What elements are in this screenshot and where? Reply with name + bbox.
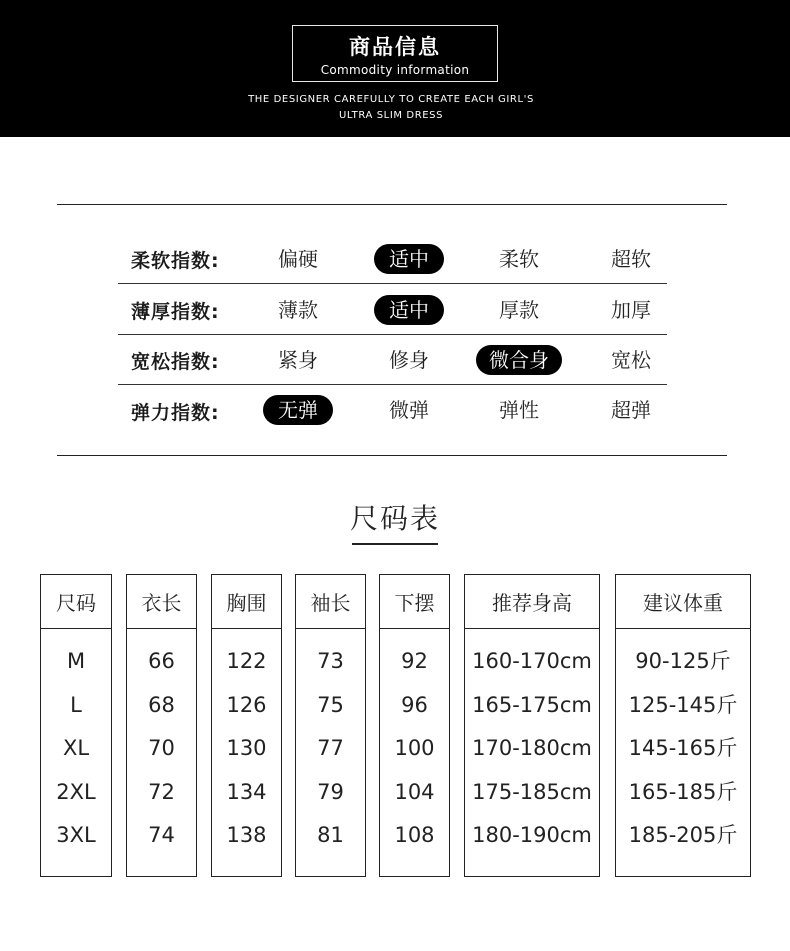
- table-cell: 180-190cm: [472, 823, 592, 847]
- table-cell: 170-180cm: [472, 736, 592, 760]
- tagline-line1: THE DESIGNER CAREFULLY TO CREATE EACH GIRL'S: [248, 94, 534, 105]
- table-cell: 74: [148, 823, 175, 847]
- index-option: 超软: [611, 247, 651, 271]
- size-column: [40, 574, 112, 877]
- height-column: [464, 574, 600, 877]
- table-cell: 100: [394, 736, 435, 760]
- table-cell: 165-175cm: [472, 693, 592, 717]
- index-option: 超弹: [611, 398, 651, 422]
- divider-top: [57, 204, 727, 205]
- title-underline: [352, 543, 438, 545]
- title-cn: 商品信息: [349, 35, 441, 59]
- index-label: 宽松指数:: [131, 351, 220, 373]
- table-cell: 92: [401, 649, 428, 673]
- table-cell: 2XL: [56, 780, 96, 804]
- table-cell: 185-205斤: [628, 823, 738, 847]
- column-header: 推荐身高: [465, 575, 599, 629]
- table-cell: 145-165斤: [628, 736, 738, 760]
- index-option: 微弹: [389, 398, 429, 422]
- table-cell: 70: [148, 736, 175, 760]
- table-cell: 79: [317, 780, 344, 804]
- table-cell: 73: [317, 649, 344, 673]
- index-option-selected: 适中: [374, 295, 444, 325]
- index-option: 薄款: [278, 298, 318, 322]
- index-option: 弹性: [499, 398, 539, 422]
- index-option: 偏硬: [278, 247, 318, 271]
- table-cell: 175-185cm: [472, 780, 592, 804]
- column-header: 下摆: [380, 575, 449, 629]
- index-option-selected: 微合身: [476, 345, 562, 375]
- table-cell: 90-125斤: [635, 649, 731, 673]
- index-option: 厚款: [499, 298, 539, 322]
- title-box: [292, 25, 498, 82]
- table-cell: 75: [317, 693, 344, 717]
- table-cell: 68: [148, 693, 175, 717]
- table-cell: 122: [226, 649, 267, 673]
- column-header: 袖长: [296, 575, 365, 629]
- column-header: 建议体重: [616, 575, 750, 629]
- table-cell: 108: [394, 823, 435, 847]
- table-cell: 134: [226, 780, 267, 804]
- table-cell: 81: [317, 823, 344, 847]
- column-header: 衣长: [127, 575, 196, 629]
- sleeve-column: [295, 574, 366, 877]
- length-column: [126, 574, 197, 877]
- index-option: 紧身: [278, 348, 318, 372]
- tagline-line2: ULTRA SLIM DRESS: [338, 110, 444, 121]
- header-banner: [0, 0, 790, 137]
- table-cell: 125-145斤: [628, 693, 738, 717]
- chest-column: [211, 574, 282, 877]
- row-divider: [118, 283, 667, 284]
- hem-column: [379, 574, 450, 877]
- index-option-selected: 无弹: [263, 395, 333, 425]
- table-cell: 165-185斤: [628, 780, 738, 804]
- index-option-selected: 适中: [374, 244, 444, 274]
- table-cell: 138: [226, 823, 267, 847]
- title-en: Commodity information: [320, 63, 470, 77]
- table-cell: L: [70, 693, 82, 717]
- table-cell: 3XL: [56, 823, 96, 847]
- index-option: 加厚: [611, 298, 651, 322]
- table-cell: 96: [401, 693, 428, 717]
- index-option: 柔软: [499, 247, 539, 271]
- index-label: 柔软指数:: [131, 250, 220, 272]
- table-cell: 66: [148, 649, 175, 673]
- row-divider: [118, 384, 667, 385]
- column-header: 尺码: [41, 575, 111, 629]
- table-cell: 77: [317, 736, 344, 760]
- index-option: 修身: [389, 348, 429, 372]
- table-cell: 126: [226, 693, 267, 717]
- table-cell: XL: [62, 736, 90, 760]
- row-divider: [118, 334, 667, 335]
- index-label: 弹力指数:: [131, 402, 220, 424]
- index-option: 宽松: [611, 348, 651, 372]
- index-label: 薄厚指数:: [131, 301, 220, 323]
- table-cell: 130: [226, 736, 267, 760]
- weight-column: [615, 574, 751, 877]
- column-header: 胸围: [212, 575, 281, 629]
- size-chart-title: 尺码表: [349, 502, 440, 535]
- table-cell: M: [66, 649, 86, 673]
- table-cell: 104: [394, 780, 435, 804]
- table-cell: 160-170cm: [472, 649, 592, 673]
- table-cell: 72: [148, 780, 175, 804]
- divider-bottom: [57, 455, 727, 456]
